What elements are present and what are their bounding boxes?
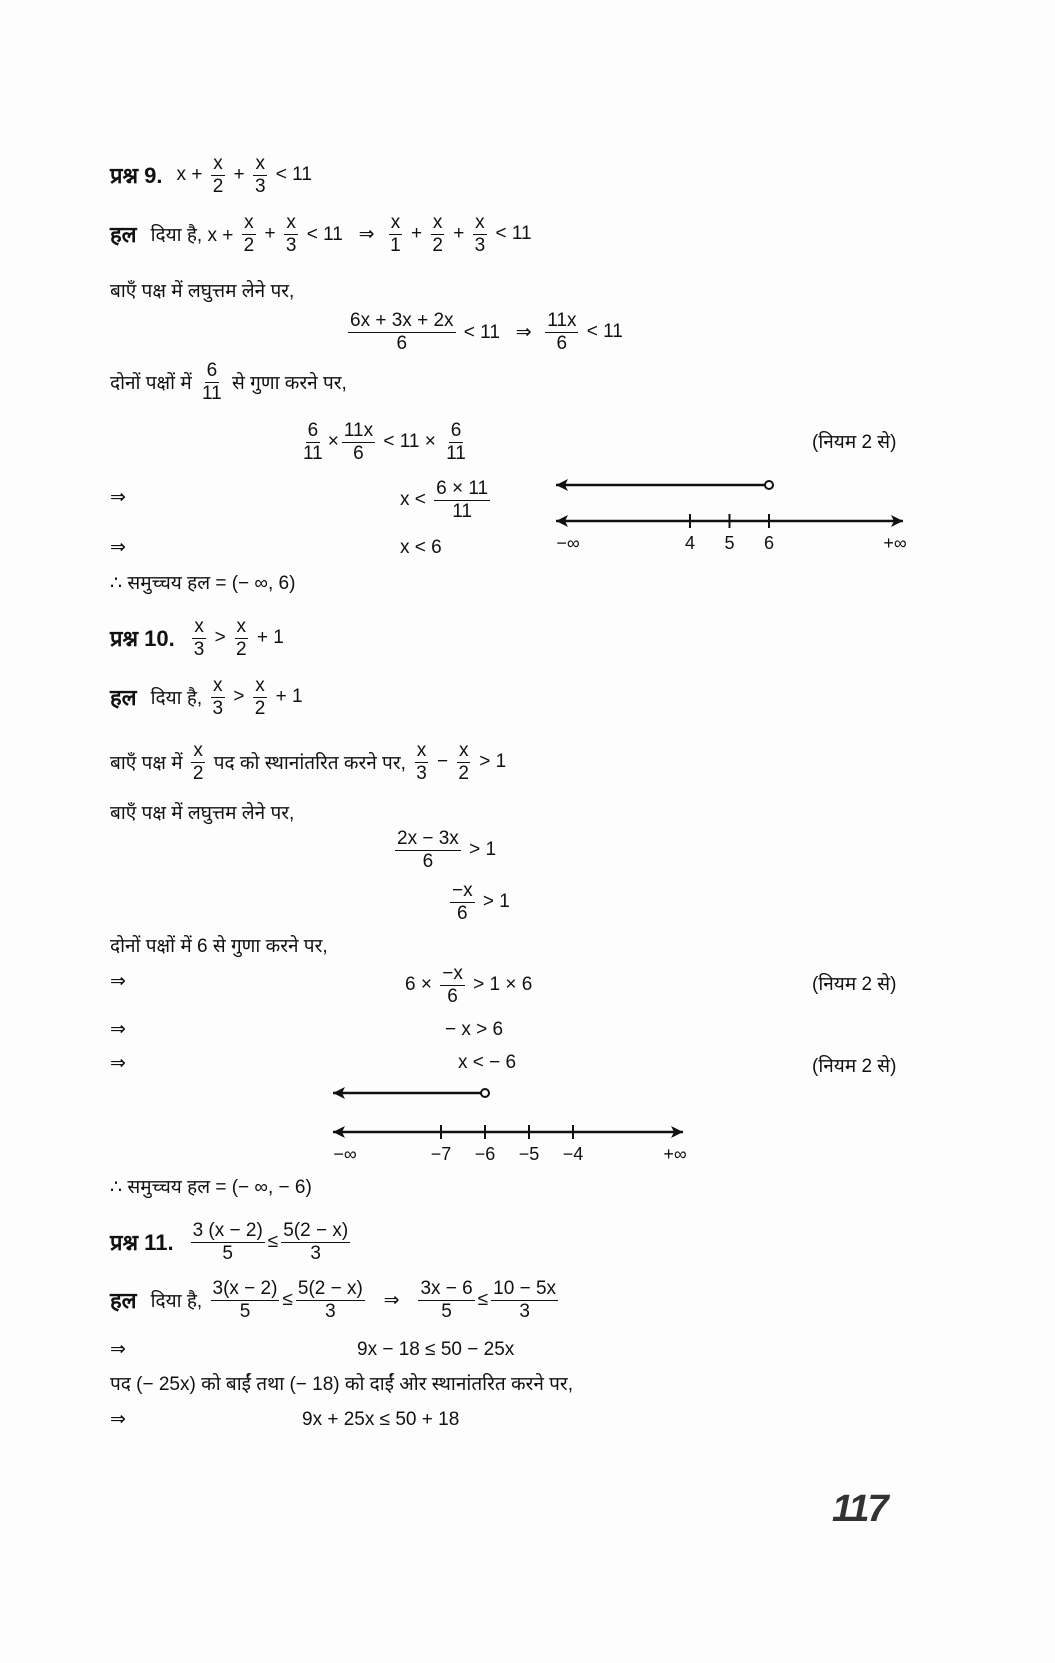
math-text: x < — [400, 489, 432, 510]
numerator: x — [255, 674, 265, 696]
denominator: 3 — [285, 234, 297, 256]
math-text: x < − 6 — [458, 1052, 517, 1073]
numerator: 11x — [547, 309, 577, 331]
numerator: 6 × 11 — [436, 477, 489, 499]
implies-arrow: ⇒ — [110, 1019, 126, 1040]
math-text: पद (− 25x) को बाईं तथा (− 18) को दाईं ओर स्थानांतरित करने पर, — [110, 1374, 573, 1395]
denominator: 5 — [222, 1242, 233, 1264]
numerator: 5(2 − x) — [283, 1219, 349, 1241]
math-text: ∴ समुच्चय हल = (− ∞, 6) — [110, 573, 296, 594]
denominator: 3 — [310, 1242, 321, 1264]
numerator: 6 — [206, 359, 218, 381]
denominator: 6 — [447, 985, 458, 1007]
numerator: x — [458, 739, 469, 761]
math-text: > 1 — [463, 839, 497, 860]
denominator: 2 — [192, 762, 204, 784]
denominator: 2 — [432, 234, 443, 256]
question-label: प्रश्न 10. — [110, 626, 175, 651]
math-text: ⇒ — [367, 1289, 416, 1311]
denominator: 11 — [303, 442, 323, 464]
numerator: x — [213, 152, 223, 174]
math-text: − x > 6 — [445, 1019, 504, 1040]
math-text: ≤ — [267, 1231, 279, 1252]
numerator: −x — [452, 879, 473, 901]
numerator: x — [432, 211, 443, 233]
denominator: 6 — [422, 850, 434, 872]
numerator: 6x + 3x + 2x — [350, 309, 454, 331]
math-text: + — [405, 223, 428, 244]
denominator: 2 — [212, 175, 224, 197]
numerator: 2x − 3x — [397, 827, 459, 849]
tick-label: 6 — [763, 533, 775, 553]
implies-arrow: ⇒ — [110, 537, 126, 558]
denominator: 1 — [390, 234, 401, 256]
math-text: < 11 ⇒ — [301, 223, 386, 245]
math-text: बाएँ पक्ष में — [110, 753, 188, 774]
math-text: से गुणा करने पर, — [226, 373, 347, 394]
math-text: दिया है, — [150, 1291, 208, 1312]
denominator: 6 — [556, 332, 568, 354]
open-point — [765, 481, 773, 489]
denominator: 11 — [452, 500, 472, 522]
math-text: 9x − 18 ≤ 50 − 25x — [357, 1339, 515, 1360]
denominator: 3 — [416, 762, 427, 784]
numerator: 3 (x − 2) — [192, 1219, 263, 1241]
implies-arrow: ⇒ — [110, 971, 126, 992]
numerator: x — [255, 152, 265, 174]
denominator: 3 — [193, 638, 205, 660]
open-point — [481, 1089, 489, 1097]
math-text: ≤ — [282, 1289, 293, 1310]
question-label: प्रश्न 11. — [110, 1230, 174, 1255]
numerator: 6 — [450, 419, 462, 441]
math-text: दिया है, — [150, 688, 208, 709]
math-text: दिया है, x + — [150, 225, 239, 246]
tick-label: −∞ — [556, 533, 580, 553]
numerator: 6 — [307, 419, 319, 441]
numerator: x — [390, 211, 401, 233]
denominator: 2 — [243, 234, 255, 256]
numerator: x — [244, 211, 254, 233]
implies-arrow: ⇒ — [110, 1053, 126, 1074]
math-text: < 11 × — [378, 431, 442, 452]
tick-label: +∞ — [883, 533, 907, 553]
math-text: दोनों पक्षों में — [110, 373, 198, 394]
rule-note: (नियम 2 से) — [812, 432, 897, 453]
math-text: × — [327, 431, 339, 452]
denominator: 6 — [396, 332, 408, 354]
math-text: ∴ समुच्चय हल = (− ∞, − 6) — [110, 1177, 312, 1198]
question-label: हल — [110, 222, 137, 247]
denominator: 2 — [236, 638, 247, 660]
rule-note: (नियम 2 से) — [812, 974, 897, 995]
rule-note: (नियम 2 से) — [812, 1056, 897, 1077]
tick-label: 4 — [684, 533, 696, 553]
math-text: < 11 — [270, 164, 312, 185]
tick-label: −4 — [562, 1144, 584, 1164]
denominator: 11 — [202, 382, 222, 404]
denominator: 5 — [441, 1300, 452, 1322]
math-text: 6 × — [405, 974, 438, 995]
math-text: > — [209, 627, 232, 648]
denominator: 3 — [519, 1300, 530, 1322]
implies-arrow: ⇒ — [110, 1339, 126, 1360]
numerator: 3(x − 2) — [212, 1277, 278, 1299]
numerator: x — [475, 211, 485, 233]
implies-arrow: ⇒ — [110, 487, 126, 508]
math-text: ≤ — [477, 1289, 489, 1310]
denominator: 2 — [254, 697, 266, 719]
math-text: + 1 — [251, 627, 284, 648]
denominator: 5 — [239, 1300, 251, 1322]
math-text: बाएँ पक्ष में लघुत्तम लेने पर, — [110, 803, 295, 824]
denominator: 6 — [353, 442, 364, 464]
math-text: > 1 — [477, 891, 510, 912]
math-text: 9x + 25x ≤ 50 + 18 — [302, 1409, 460, 1430]
tick-label: −5 — [518, 1144, 540, 1164]
math-text: > 1 × 6 — [467, 974, 533, 995]
numerator: 10 − 5x — [493, 1277, 557, 1299]
numerator: x — [194, 615, 204, 637]
math-text: x < 6 — [400, 537, 442, 558]
denominator: 3 — [254, 175, 266, 197]
numerator: 3x − 6 — [420, 1277, 473, 1299]
tick-label: −7 — [430, 1144, 452, 1164]
math-text: + 1 — [270, 686, 303, 707]
math-text: < 11 — [490, 223, 532, 244]
denominator: 11 — [446, 442, 466, 464]
question-label: हल — [110, 685, 137, 710]
numerator: x — [416, 739, 427, 761]
numerator: x — [213, 674, 223, 696]
math-text: > 1 — [474, 751, 507, 772]
tick-label: +∞ — [663, 1144, 687, 1164]
numerator: x — [193, 739, 203, 761]
math-text: पद को स्थानांतरित करने पर, — [208, 753, 412, 774]
tick-label: −∞ — [333, 1144, 357, 1164]
denominator: 3 — [474, 234, 486, 256]
math-text: बाएँ पक्ष में लघुत्तम लेने पर, — [110, 281, 295, 302]
implies-arrow: ⇒ — [110, 1409, 126, 1430]
math-text: − — [431, 751, 454, 772]
math-text: > — [228, 686, 250, 707]
tick-label: 5 — [724, 533, 735, 553]
tick-label: −6 — [474, 1144, 496, 1164]
denominator: 6 — [457, 902, 468, 924]
numerator: −x — [442, 962, 463, 984]
question-label: हल — [110, 1288, 137, 1313]
math-text: + — [228, 164, 250, 185]
math-text: + — [447, 223, 470, 244]
numerator: 11x — [343, 419, 374, 441]
math-text: < 11 — [581, 321, 623, 342]
denominator: 3 — [212, 697, 224, 719]
page-number: 117 — [832, 1488, 887, 1530]
numerator: x — [286, 211, 296, 233]
math-text: दोनों पक्षों में 6 से गुणा करने पर, — [110, 936, 328, 957]
math-text: < 11 ⇒ — [458, 321, 543, 343]
denominator: 2 — [458, 762, 469, 784]
denominator: 3 — [325, 1300, 336, 1322]
math-text: + — [259, 223, 281, 244]
question-label: प्रश्न 9. — [110, 163, 163, 188]
numerator: x — [236, 615, 247, 637]
numerator: 5(2 − x) — [297, 1277, 363, 1299]
math-text: x + — [176, 164, 208, 185]
